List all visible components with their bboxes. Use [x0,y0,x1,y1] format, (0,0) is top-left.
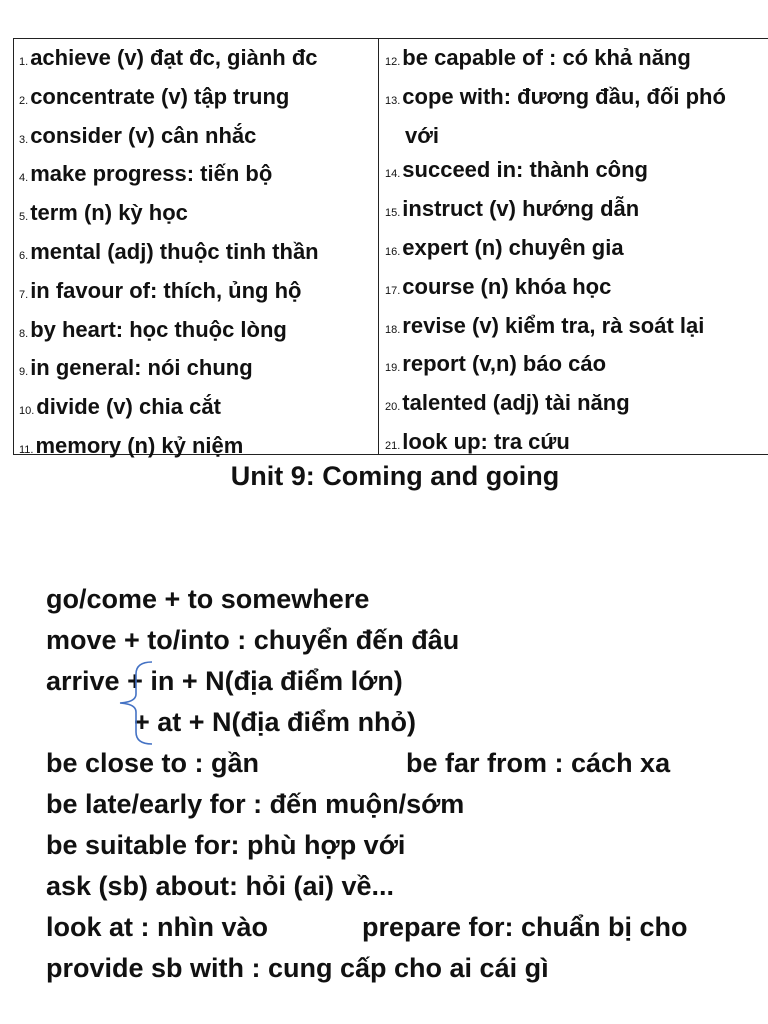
vocab-item: 21. look up: tra cứu [385,428,570,454]
vocab-item: 12. be capable of : có khả năng [385,45,691,70]
grammar-phrase: be far from : cách xa [406,748,671,778]
grammar-line: provide sb with : cung cấp cho ai cái gì [46,953,549,983]
grammar-line-pair [46,743,766,784]
vocab-item: 18. revise (v) kiểm tra, rà soát lại [385,312,705,338]
vocab-item: 5. term (n) kỳ học [19,200,188,226]
vocab-item: 19. report (v,n) báo cáo [385,351,607,377]
grammar-line: be late/early for : đến muộn/sớm [46,789,465,819]
vocab-item: 3. consider (v) cân nhắc [19,122,257,148]
grammar-phrase: prepare for: chuẩn bị cho [362,912,688,942]
vocab-item: 1. achieve (v) đạt đc, giành đc [19,45,318,70]
vocab-item: 7. in favour of: thích, ủng hộ [19,277,302,303]
vocab-item: 14. succeed in: thành công [385,157,648,183]
vocab-item: 8. by heart: học thuộc lòng [19,316,287,342]
grammar-phrase: be close to : gần [46,748,260,778]
vocab-item: 13. cope with: đương đầu, đối phó [385,83,726,109]
vocab-item: 2. concentrate (v) tập trung [19,83,290,109]
vocab-item: 15. instruct (v) hướng dẫn [385,196,640,222]
grammar-line: be suitable for: phù hợp với [46,830,406,860]
vocab-column-left [14,39,379,458]
vocab-item: 11. memory (n) kỷ niệm [19,432,244,458]
vocab-item: 20. talented (adj) tài năng [385,390,630,416]
vocab-item-continuation: với [405,122,439,148]
vocab-item: 9. in general: nói chung [19,355,253,381]
grammar-notes [46,579,766,989]
vocab-table [13,38,768,458]
grammar-line: ask (sb) about: hỏi (ai) về... [46,871,395,901]
grammar-line: arrive + in + N(địa điểm lớn) [46,666,403,696]
grammar-phrase: look at : nhìn vào [46,912,269,942]
vocab-item: 16. expert (n) chuyên gia [385,234,624,260]
vocab-item: 4. make progress: tiến bộ [19,161,273,187]
unit-title: Unit 9: Coming and going [230,461,560,491]
grammar-line: go/come + to somewhere [46,584,370,614]
grammar-line-pair [46,907,766,948]
vocab-item: 10. divide (v) chia cắt [19,394,221,420]
vocab-column-right [379,39,768,454]
vocab-item: 17. course (n) khóa học [385,273,612,299]
vocab-item: 6. mental (adj) thuộc tinh thần [19,238,319,264]
curly-brace-icon [114,660,154,746]
grammar-line: + at + N(địa điểm nhỏ) [134,707,417,737]
brace-path [120,662,152,744]
grammar-line: move + to/into : chuyển đến đâu [46,625,460,655]
